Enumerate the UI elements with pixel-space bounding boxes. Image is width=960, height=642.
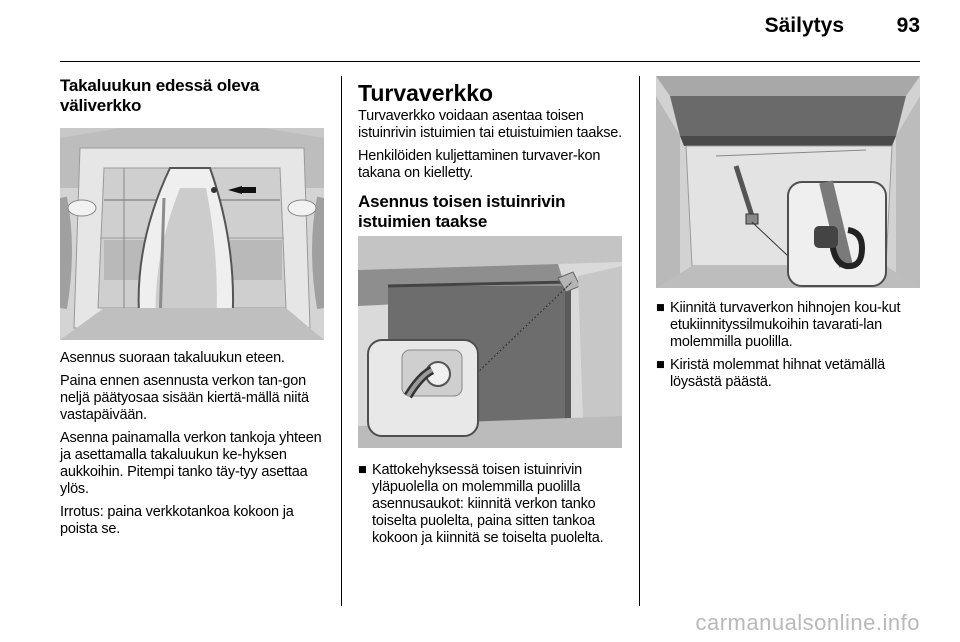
col3-bullet-1 (656, 300, 922, 351)
bullet-square-icon: ■ (358, 462, 367, 478)
col1-heading: Takaluukun edessä oleva väliverkko (60, 76, 260, 115)
col2-subheading: Asennus toisen istuinrivin istuimien taakse (358, 192, 566, 231)
illustration-rear-net (60, 128, 324, 340)
bullet-square-icon: ■ (656, 300, 665, 316)
column-1 (60, 76, 326, 544)
col1-paragraph-1: Asennus suoraan takaluukun eteen. (60, 350, 285, 366)
illustration-strap-hook (656, 76, 920, 288)
bullet-square-icon: ■ (656, 357, 665, 373)
illustration-roof-mount (358, 236, 622, 448)
col1-paragraph-3: Asenna painamalla verkon tankoja yhteen ja asettamalla takaluukun ke-hyksen aukkoihin. Pitempi tanko täy-tyy asettaa ylös. (60, 430, 322, 497)
col2-bullet-1-text: Kattokehyksessä toisen istuinrivin yläpuolella on molemmilla puolilla asennusaukot: kiinnitä verkon tanko toiselta puolelta, paina sitten tankoa kokoon ja kiinnitä se toiselta puolelta. (372, 462, 604, 546)
column-divider-1 (341, 76, 342, 606)
column-2 (358, 80, 624, 553)
page-header (60, 0, 920, 62)
column-divider-2 (639, 76, 640, 606)
col2-title: Turvaverkko (358, 80, 494, 106)
col3-bullet-1-text: Kiinnitä turvaverkon hihnojen kou-kut etukiinnityssilmukoihin tavarati-lan molemmilla puolilla. (670, 300, 901, 350)
col1-paragraph-4: Irrotus: paina verkkotankoa kokoon ja poista se. (60, 504, 294, 537)
section-title: Säilytys (764, 14, 844, 37)
watermark-text: carmanualsonline.info (695, 610, 920, 635)
col3-bullet-2 (656, 357, 922, 391)
col2-paragraph-1: Turvaverkko voidaan asentaa toisen istuinrivin istuimien tai etuistuimien taakse. (358, 108, 622, 141)
col2-bullet-1 (358, 462, 624, 547)
col3-bullet-2-text: Kiristä molemmat hihnat vetämällä löysästä päästä. (670, 357, 886, 390)
col2-paragraph-2: Henkilöiden kuljettaminen turvaver-kon takana on kielletty. (358, 148, 601, 181)
page-number: 93 (896, 14, 920, 37)
col1-paragraph-2: Paina ennen asennusta verkon tan-gon neljä päätyosaa sisään kiertä-mällä niitä vastapäivään. (60, 373, 309, 423)
column-3 (656, 76, 922, 397)
